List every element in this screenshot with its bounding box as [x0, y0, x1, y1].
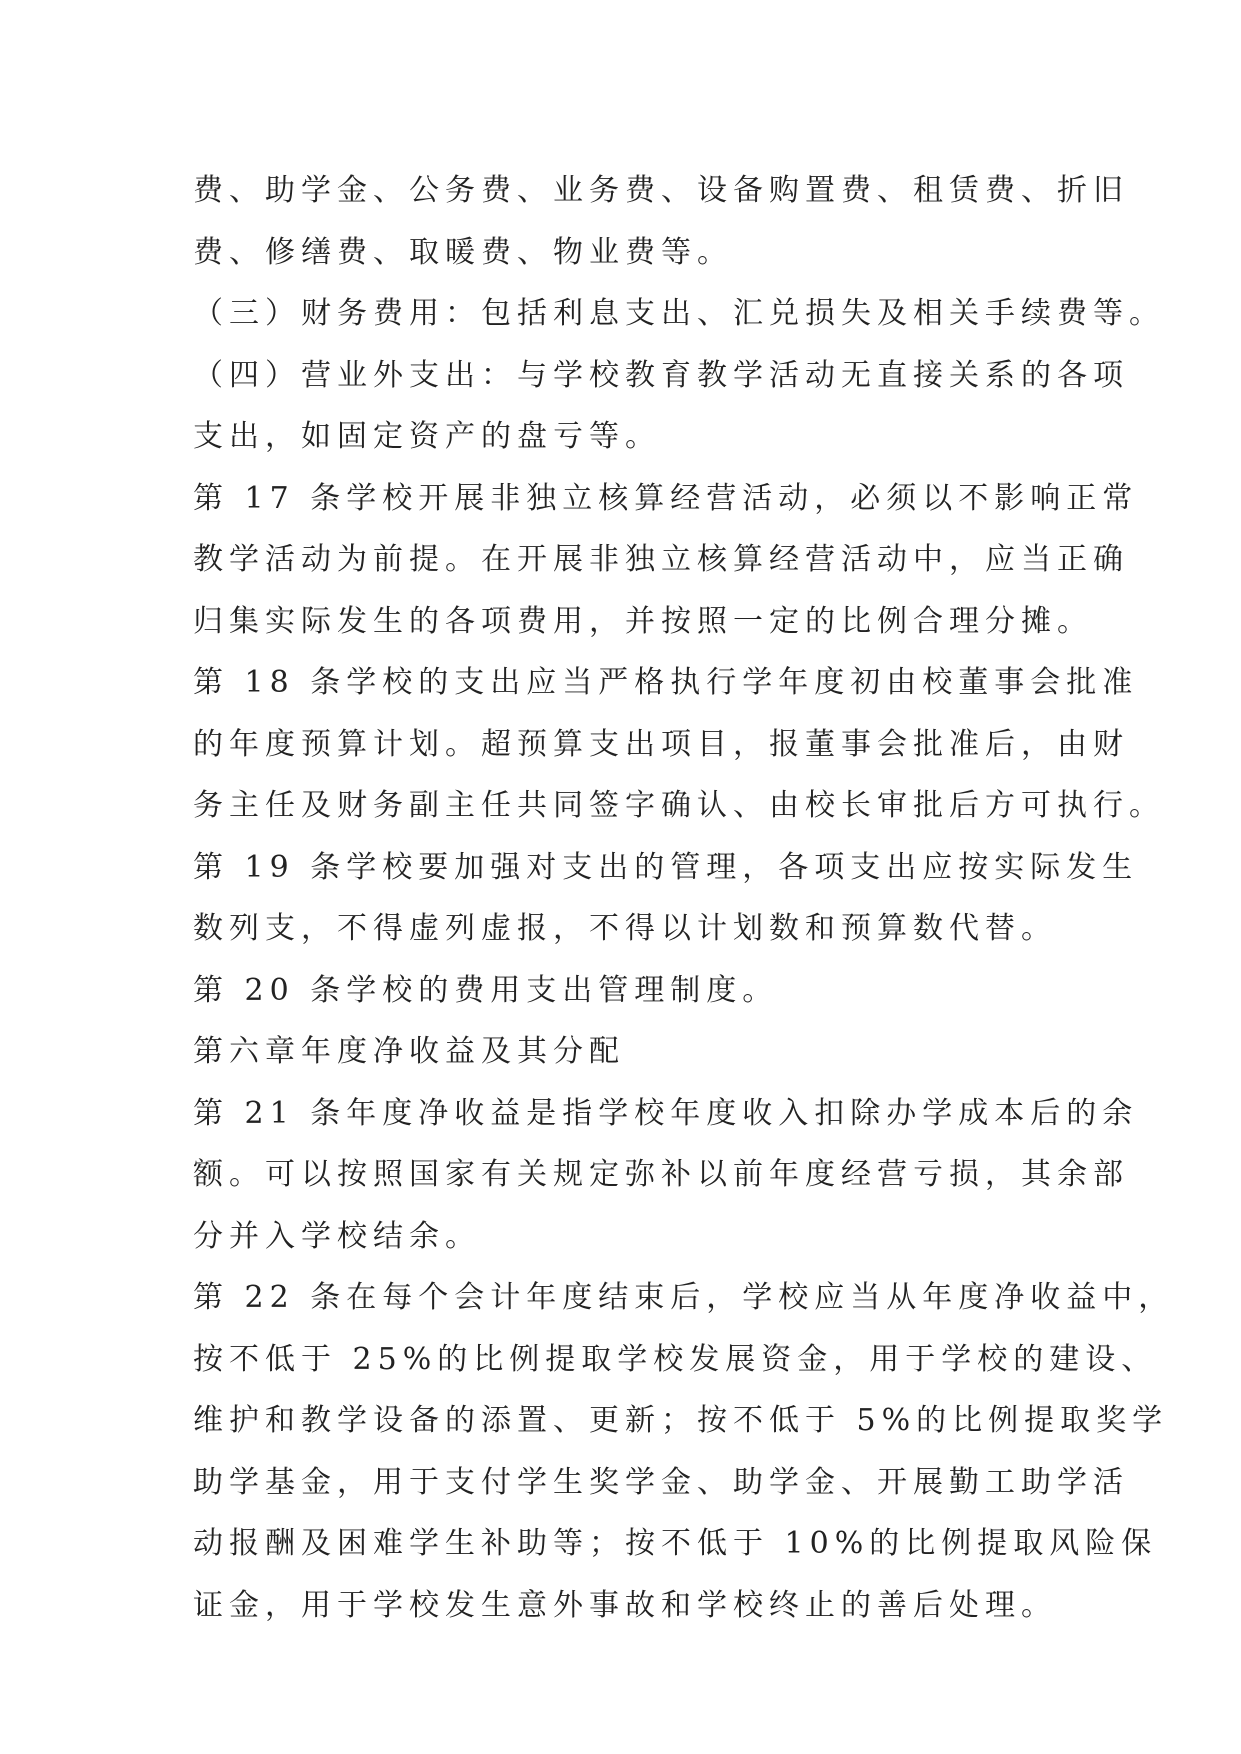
text-line: 费、修缮费、取暖费、物业费等。 — [193, 234, 733, 270]
text-line: 分并入学校结余。 — [193, 1218, 481, 1254]
text-line: 按不低于 25%的比例提取学校发展资金，用于学校的建设、 — [193, 1341, 1158, 1377]
text-line: 助学基金，用于支付学生奖学金、助学金、开展勤工助学活 — [193, 1464, 1129, 1500]
section-heading: 第六章年度净收益及其分配 — [193, 1034, 625, 1069]
text-line: 数列支，不得虚列虚报，不得以计划数和预算数代替。 — [193, 911, 1057, 946]
text-line: 第 21 条年度净收益是指学校年度收入扣除办学成本后的余 — [193, 1095, 1139, 1131]
text-line: 第 17 条学校开展非独立核算经营活动，必须以不影响正常 — [193, 480, 1139, 516]
text-line: （三）财务费用：包括利息支出、汇兑损失及相关手续费等。 — [193, 296, 1165, 331]
text-line: 额。可以按照国家有关规定弥补以前年度经营亏损，其余部 — [193, 1157, 1129, 1192]
text-line: 证金，用于学校发生意外事故和学校终止的善后处理。 — [193, 1587, 1057, 1623]
text-line: 费、助学金、公务费、业务费、设备购置费、租赁费、折旧 — [193, 173, 1129, 208]
text-line: （四）营业外支出：与学校教育教学活动无直接关系的各项 — [193, 357, 1129, 393]
text-line: 第 18 条学校的支出应当严格执行学年度初由校董事会批准 — [193, 665, 1139, 700]
text-line: 第 20 条学校的费用支出管理制度。 — [193, 972, 779, 1008]
text-line: 维护和教学设备的添置、更新；按不低于 5%的比例提取奖学 — [193, 1403, 1169, 1438]
text-line: 动报酬及困难学生补助等；按不低于 10%的比例提取风险保 — [193, 1526, 1158, 1561]
text-line: 支出，如固定资产的盘亏等。 — [193, 419, 661, 454]
text-line: 教学活动为前提。在开展非独立核算经营活动中，应当正确 — [193, 542, 1129, 577]
document-body — [193, 160, 1175, 1636]
text-line: 归集实际发生的各项费用，并按照一定的比例合理分摊。 — [193, 603, 1093, 639]
text-line: 第 22 条在每个会计年度结束后，学校应当从年度净收益中， — [193, 1280, 1175, 1315]
text-line: 第 19 条学校要加强对支出的管理，各项支出应按实际发生 — [193, 849, 1139, 885]
text-line: 务主任及财务副主任共同签字确认、由校长审批后方可执行。 — [193, 788, 1165, 823]
text-line: 的年度预算计划。超预算支出项目，报董事会批准后，由财 — [193, 726, 1129, 762]
